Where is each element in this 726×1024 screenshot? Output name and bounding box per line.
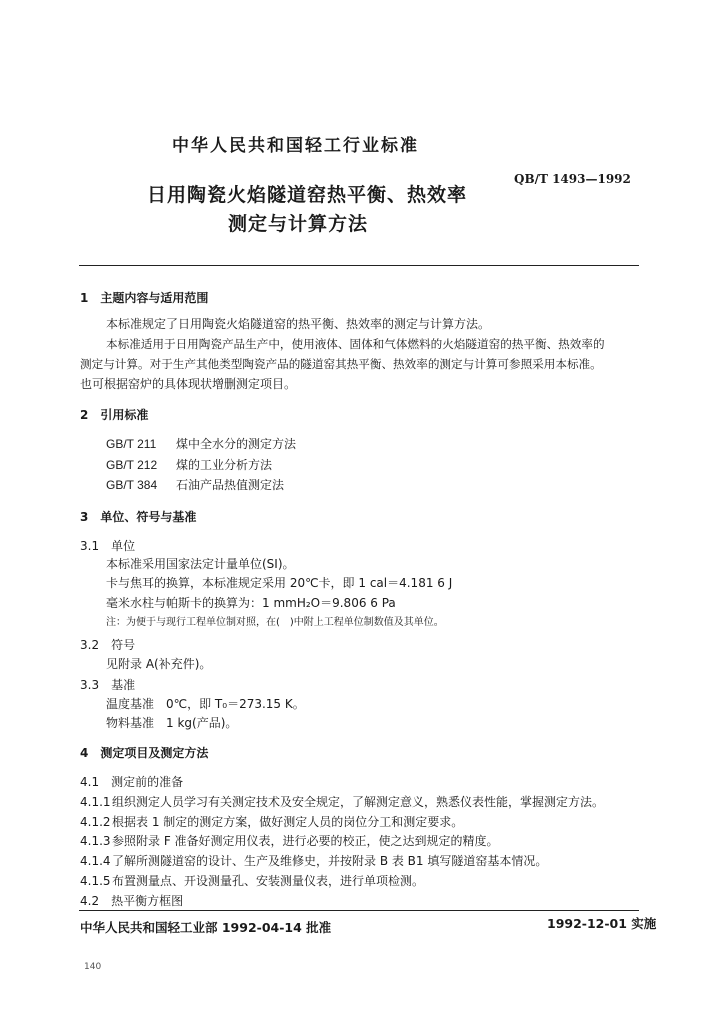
- reference-code: GB/T 211: [106, 437, 157, 451]
- item-text: 根据表 1 制定的测定方案，做好测定人员的岗位分工和测定要求。: [112, 815, 464, 829]
- document-title-line1: 日用陶瓷火焰隧道窑热平衡、热效率: [147, 184, 468, 206]
- section4-heading: 4 测定项目及测定方法: [80, 746, 209, 760]
- reference-title: 煤的工业分析方法: [176, 458, 273, 472]
- item-text: 组织测定人员学习有关测定技术及安全规定，了解测定意义，熟悉仪表性能，掌握测定方法。: [112, 795, 605, 809]
- list-item: [80, 795, 604, 809]
- section1-paragraph2-line1: 本标准适用于日用陶瓷产品生产中，使用液体、固体和气体燃料的火焰隧道窑的热平衡、热效率的: [106, 337, 605, 351]
- section1-paragraph1: 本标准规定了日用陶瓷火焰隧道窑的热平衡、热效率的测定与计算方法。: [106, 317, 491, 331]
- item-number: 4.1.2: [80, 815, 111, 829]
- units-line2: 卡与焦耳的换算，本标准规定采用 20℃卡，即 1 cal＝4.181 6 J: [106, 576, 453, 590]
- item-number: 4.1.1: [80, 795, 111, 809]
- reference-title: 煤中全水分的测定方法: [176, 437, 297, 451]
- reference-title: 石油产品热值测定法: [176, 478, 285, 492]
- section1-paragraph2-line2: 测定与计算。对于生产其他类型陶瓷产品的隧道窑其热平衡、热效率的测定与计算可参照采用本标准。: [80, 357, 602, 371]
- units-note: 注：为便于与现行工程单位制对照，在( )中附上工程单位制数值及其单位。: [106, 617, 444, 628]
- issuing-body: 中华人民共和国轻工行业标准: [172, 136, 419, 156]
- subsection-4-1-heading: 4.1 测定前的准备: [80, 775, 184, 789]
- section1-paragraph2-line3: 也可根据窑炉的具体现状增删测定项目。: [80, 377, 297, 391]
- reference-basis-line2: 物料基准 1 kg(产品)。: [106, 716, 238, 730]
- item-text: 了解所测隧道窑的设计、生产及维修史，并按附录 B 表 B1 填写隧道窑基本情况。: [112, 854, 548, 868]
- units-line3: 毫米水柱与帕斯卡的换算为：1 mmH₂O＝9.806 6 Pa: [106, 596, 396, 610]
- standard-code: QB/T 1493—1992: [514, 172, 631, 186]
- page-number: 140: [84, 962, 102, 972]
- section3-heading: 3 单位、符号与基准: [80, 510, 197, 524]
- list-item: [80, 834, 499, 848]
- reference-basis-line1: 温度基准 0℃，即 T₀＝273.15 K。: [106, 697, 305, 711]
- item-number: 4.1.3: [80, 834, 111, 848]
- document-title-line2: 测定与计算方法: [228, 213, 369, 235]
- list-item: [80, 815, 463, 829]
- reference-code: GB/T 384: [106, 478, 158, 492]
- reference-code: GB/T 212: [106, 458, 158, 472]
- list-item: [80, 874, 424, 888]
- symbols-line: 见附录 A(补充件)。: [106, 657, 212, 671]
- list-item: [80, 854, 547, 868]
- section1-heading: 1 主题内容与适用范围: [80, 291, 209, 305]
- footer-divider: [79, 910, 639, 911]
- section2-heading: 2 引用标准: [80, 408, 149, 422]
- item-number: 4.1.4: [80, 854, 111, 868]
- implementation-date: 1992-12-01 实施: [547, 916, 657, 931]
- item-number: 4.1.5: [80, 874, 111, 888]
- units-line1: 本标准采用国家法定计量单位(SI)。: [106, 557, 295, 571]
- reference-item: [106, 478, 284, 492]
- item-text: 布置测量点、开设测量孔、安装测量仪表，进行单项检测。: [112, 874, 425, 888]
- subsection-3-3-heading: 3.3 基准: [80, 678, 136, 692]
- subsection-3-2-heading: 3.2 符号: [80, 638, 136, 652]
- subsection-4-2-heading: 4.2 热平衡方框图: [80, 894, 184, 908]
- approval-line: 中华人民共和国轻工业部 1992-04-14 批准: [80, 920, 332, 935]
- item-text: 参照附录 F 准备好测定用仪表，进行必要的校正，使之达到规定的精度。: [112, 834, 499, 848]
- header-divider: [79, 265, 639, 266]
- reference-item: [106, 437, 296, 451]
- reference-item: [106, 458, 272, 472]
- subsection-3-1-heading: 3.1 单位: [80, 539, 136, 553]
